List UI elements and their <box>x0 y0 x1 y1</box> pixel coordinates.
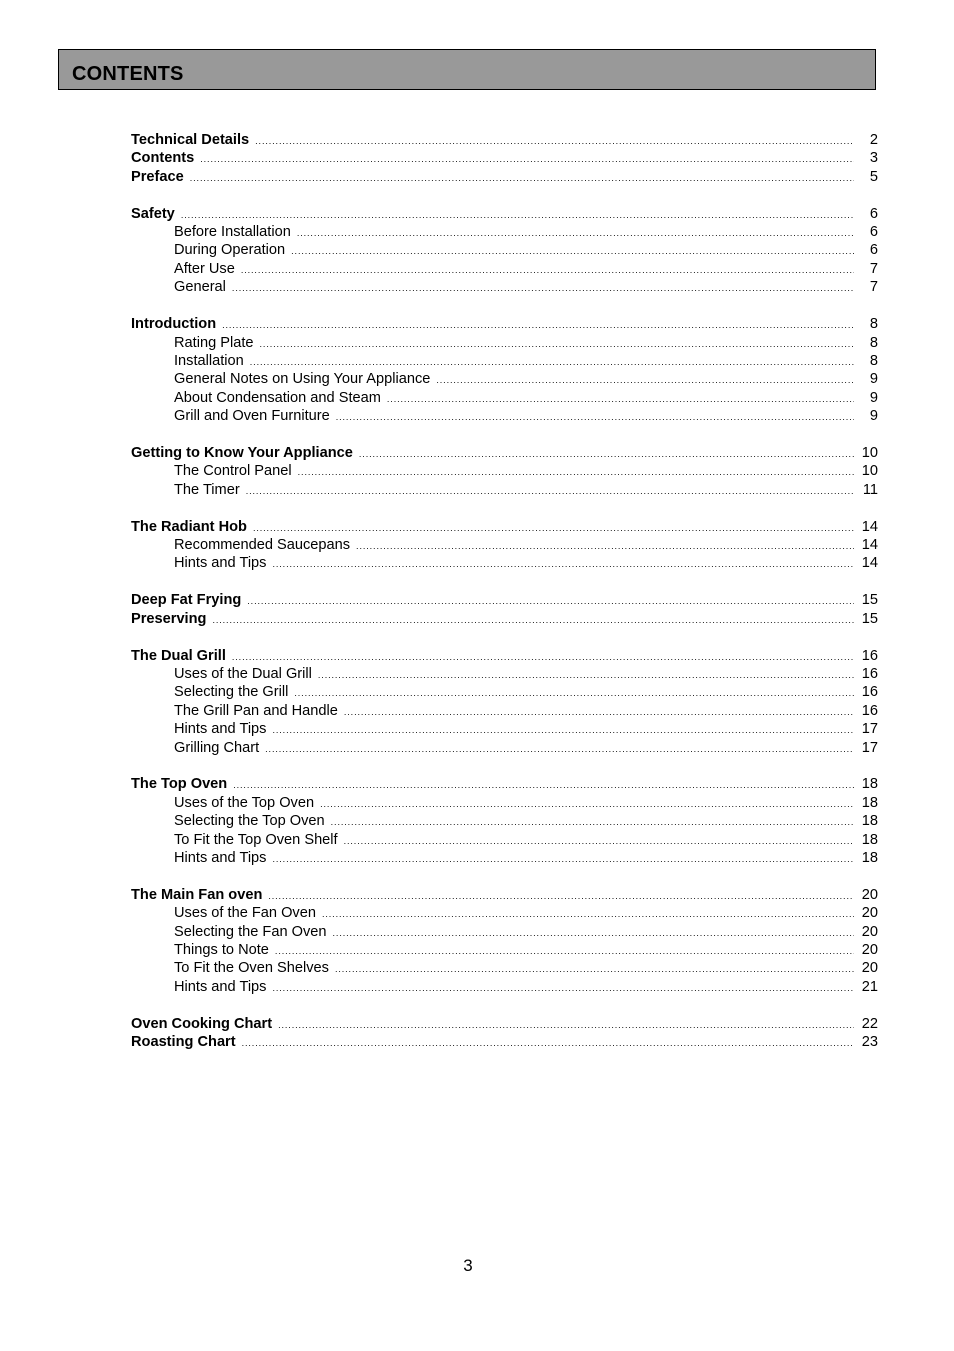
toc-entry-label: Safety <box>131 205 175 222</box>
toc-entry-label: Recommended Saucepans <box>174 537 351 554</box>
toc-entry-label: Technical Details <box>131 132 250 148</box>
toc-subsection-entry[interactable] <box>131 941 878 959</box>
toc-group <box>131 444 878 499</box>
toc-entry-label: Grill and Oven Furniture <box>174 408 330 425</box>
toc-dot-leader <box>344 832 854 850</box>
toc-dot-leader <box>247 592 854 610</box>
toc-subsection-entry[interactable] <box>131 702 878 720</box>
toc-entry-page-number: 6 <box>869 205 878 222</box>
toc-entry-page-number: 2 <box>869 132 878 148</box>
toc-dot-leader <box>272 979 854 997</box>
contents-header-bar <box>58 49 876 90</box>
toc-section-entry[interactable] <box>131 131 878 149</box>
toc-section-entry[interactable] <box>131 1015 878 1033</box>
page-title: CONTENTS <box>72 63 184 85</box>
toc-dot-leader <box>298 463 854 481</box>
toc-entry-label: Uses of the Top Oven <box>174 794 315 811</box>
toc-dot-leader <box>255 132 854 150</box>
toc-subsection-entry[interactable] <box>131 370 878 388</box>
toc-entry-page-number: 8 <box>869 316 878 333</box>
toc-dot-leader <box>336 408 854 426</box>
toc-entry-page-number: 5 <box>869 168 878 185</box>
toc-subsection-entry[interactable] <box>131 665 878 683</box>
toc-subsection-entry[interactable] <box>131 407 878 425</box>
toc-subsection-entry[interactable] <box>131 481 878 499</box>
toc-group <box>131 886 878 996</box>
toc-entry-label: The Control Panel <box>174 463 292 480</box>
toc-entry-label: The Grill Pan and Handle <box>174 702 338 719</box>
toc-entry-label: To Fit the Oven Shelves <box>174 960 329 977</box>
toc-entry-page-number: 7 <box>869 260 878 277</box>
toc-dot-leader <box>200 150 854 168</box>
toc-entry-label: During Operation <box>174 242 286 259</box>
toc-dot-leader <box>387 390 854 408</box>
toc-entry-page-number: 7 <box>869 279 878 296</box>
toc-dot-leader <box>246 482 854 500</box>
toc-entry-label: General <box>174 279 226 296</box>
toc-dot-leader <box>268 887 854 905</box>
toc-entry-page-number: 6 <box>869 242 878 259</box>
toc-group <box>131 315 878 425</box>
toc-dot-leader <box>272 850 854 868</box>
toc-subsection-entry[interactable] <box>131 241 878 259</box>
toc-subsection-entry[interactable] <box>131 812 878 830</box>
toc-section-entry[interactable] <box>131 775 878 793</box>
toc-entry-label: Rating Plate <box>174 334 254 351</box>
toc-dot-leader <box>241 261 854 279</box>
toc-entry-page-number: 11 <box>862 481 878 498</box>
toc-dot-leader <box>250 353 854 371</box>
toc-dot-leader <box>212 611 854 629</box>
toc-subsection-entry[interactable] <box>131 683 878 701</box>
toc-subsection-entry[interactable] <box>131 223 878 241</box>
toc-group <box>131 775 878 867</box>
toc-entry-page-number: 6 <box>869 224 878 241</box>
toc-subsection-entry[interactable] <box>131 278 878 296</box>
toc-entry-page-number: 15 <box>861 610 878 627</box>
toc-entry-page-number: 14 <box>861 518 878 535</box>
toc-section-entry[interactable] <box>131 205 878 223</box>
toc-entry-page-number: 16 <box>861 665 878 682</box>
toc-subsection-entry[interactable] <box>131 462 878 480</box>
toc-subsection-entry[interactable] <box>131 831 878 849</box>
toc-dot-leader <box>359 445 854 463</box>
toc-dot-leader <box>275 942 854 960</box>
toc-entry-page-number: 14 <box>861 537 878 554</box>
toc-entry-page-number: 15 <box>861 592 878 609</box>
toc-entry-label: Getting to Know Your Appliance <box>131 444 353 461</box>
toc-entry-label: Introduction <box>131 316 217 333</box>
toc-entry-label: Roasting Chart <box>131 1034 236 1051</box>
toc-entry-label: Hints and Tips <box>174 978 267 995</box>
toc-dot-leader <box>436 371 854 389</box>
toc-dot-leader <box>272 721 854 739</box>
toc-subsection-entry[interactable] <box>131 720 878 738</box>
toc-dot-leader <box>318 666 854 684</box>
toc-entry-label: The Top Oven <box>131 776 228 793</box>
toc-entry-label: Grilling Chart <box>174 739 260 756</box>
toc-section-entry[interactable] <box>131 315 878 333</box>
toc-dot-leader <box>344 703 854 721</box>
toc-subsection-entry[interactable] <box>131 923 878 941</box>
toc-entry-label: Oven Cooking Chart <box>131 1015 273 1032</box>
toc-entry-page-number: 3 <box>869 150 878 167</box>
toc-entry-label: General Notes on Using Your Appliance <box>174 371 431 388</box>
toc-subsection-entry[interactable] <box>131 904 878 922</box>
toc-subsection-entry[interactable] <box>131 260 878 278</box>
toc-dot-leader <box>265 740 854 758</box>
toc-entry-page-number: 23 <box>861 1034 878 1051</box>
toc-dot-leader <box>233 776 854 794</box>
toc-entry-page-number: 10 <box>861 463 878 480</box>
toc-dot-leader <box>331 813 854 831</box>
toc-section-entry[interactable] <box>131 149 878 167</box>
toc-entry-label: To Fit the Top Oven Shelf <box>174 831 338 848</box>
toc-subsection-entry[interactable] <box>131 389 878 407</box>
toc-entry-page-number: 18 <box>861 813 878 830</box>
toc-entry-page-number: 16 <box>861 684 878 701</box>
toc-dot-leader <box>222 316 854 334</box>
toc-entry-page-number: 16 <box>861 702 878 719</box>
toc-section-entry[interactable] <box>131 1033 878 1051</box>
toc-section-entry[interactable] <box>131 886 878 904</box>
toc-dot-leader <box>242 1034 854 1052</box>
toc-section-entry[interactable] <box>131 444 878 462</box>
toc-section-entry[interactable] <box>131 610 878 628</box>
toc-dot-leader <box>260 335 854 353</box>
toc-dot-leader <box>181 206 854 224</box>
toc-entry-page-number: 8 <box>869 352 878 369</box>
table-of-contents <box>131 131 878 1070</box>
toc-entry-page-number: 9 <box>869 371 878 388</box>
toc-entry-page-number: 9 <box>869 408 878 425</box>
toc-dot-leader <box>356 537 854 555</box>
toc-subsection-entry[interactable] <box>131 959 878 977</box>
toc-entry-page-number: 17 <box>861 721 878 738</box>
toc-entry-page-number: 20 <box>861 942 878 959</box>
toc-entry-label: Things to Note <box>174 942 269 959</box>
toc-entry-page-number: 10 <box>861 444 878 461</box>
toc-subsection-entry[interactable] <box>131 352 878 370</box>
toc-entry-label: Contents <box>131 150 195 167</box>
toc-entry-label: Before Installation <box>174 224 291 241</box>
toc-dot-leader <box>322 905 854 923</box>
toc-entry-label: Selecting the Fan Oven <box>174 923 327 940</box>
toc-entry-page-number: 20 <box>861 886 878 903</box>
toc-entry-label: Selecting the Grill <box>174 684 289 701</box>
toc-entry-page-number: 18 <box>861 776 878 793</box>
toc-entry-label: The Radiant Hob <box>131 518 247 535</box>
toc-group <box>131 131 878 186</box>
toc-entry-page-number: 20 <box>861 905 878 922</box>
toc-entry-label: Preface <box>131 168 184 185</box>
toc-dot-leader <box>272 555 854 573</box>
toc-entry-label: Hints and Tips <box>174 721 267 738</box>
toc-dot-leader <box>278 1016 854 1034</box>
toc-dot-leader <box>333 924 854 942</box>
toc-group <box>131 591 878 628</box>
toc-entry-page-number: 20 <box>861 923 878 940</box>
toc-entry-page-number: 17 <box>861 739 878 756</box>
toc-entry-page-number: 18 <box>861 831 878 848</box>
toc-subsection-entry[interactable] <box>131 554 878 572</box>
toc-entry-label: Selecting the Top Oven <box>174 813 325 830</box>
toc-section-entry[interactable] <box>131 591 878 609</box>
toc-subsection-entry[interactable] <box>131 794 878 812</box>
toc-section-entry[interactable] <box>131 168 878 186</box>
toc-entry-label: About Condensation and Steam <box>174 389 381 406</box>
toc-subsection-entry[interactable] <box>131 739 878 757</box>
toc-entry-label: The Dual Grill <box>131 647 226 664</box>
toc-subsection-entry[interactable] <box>131 849 878 867</box>
toc-entry-label: Uses of the Dual Grill <box>174 665 312 682</box>
toc-entry-label: Preserving <box>131 610 207 627</box>
toc-dot-leader <box>297 224 854 242</box>
toc-entry-label: Hints and Tips <box>174 555 267 572</box>
toc-subsection-entry[interactable] <box>131 536 878 554</box>
toc-entry-label: After Use <box>174 260 235 277</box>
toc-group <box>131 647 878 757</box>
toc-entry-label: Hints and Tips <box>174 850 267 866</box>
toc-dot-leader <box>294 684 854 702</box>
toc-entry-label: Installation <box>174 352 244 369</box>
toc-dot-leader <box>253 519 854 537</box>
toc-entry-page-number: 21 <box>861 978 878 995</box>
toc-section-entry[interactable] <box>131 518 878 536</box>
toc-entry-label: Uses of the Fan Oven <box>174 905 316 922</box>
toc-dot-leader <box>291 242 854 260</box>
toc-entry-page-number: 22 <box>861 1015 878 1032</box>
toc-entry-page-number: 9 <box>869 389 878 406</box>
toc-dot-leader <box>335 960 854 978</box>
toc-entry-label: The Timer <box>174 481 240 498</box>
toc-dot-leader <box>232 279 854 297</box>
toc-entry-page-number: 18 <box>861 850 878 866</box>
toc-subsection-entry[interactable] <box>131 978 878 996</box>
toc-entry-page-number: 14 <box>861 555 878 572</box>
toc-dot-leader <box>232 648 854 666</box>
toc-group <box>131 518 878 573</box>
toc-entry-label: Deep Fat Frying <box>131 592 242 609</box>
page-number: 3 <box>463 1256 473 1275</box>
toc-group <box>131 1015 878 1052</box>
toc-dot-leader <box>320 795 854 813</box>
toc-section-entry[interactable] <box>131 647 878 665</box>
toc-entry-page-number: 16 <box>861 647 878 664</box>
toc-dot-leader <box>190 169 854 187</box>
toc-entry-page-number: 20 <box>861 960 878 977</box>
toc-subsection-entry[interactable] <box>131 334 878 352</box>
toc-entry-page-number: 18 <box>861 794 878 811</box>
toc-group <box>131 205 878 297</box>
toc-entry-label: The Main Fan oven <box>131 886 263 903</box>
toc-entry-page-number: 8 <box>869 334 878 351</box>
